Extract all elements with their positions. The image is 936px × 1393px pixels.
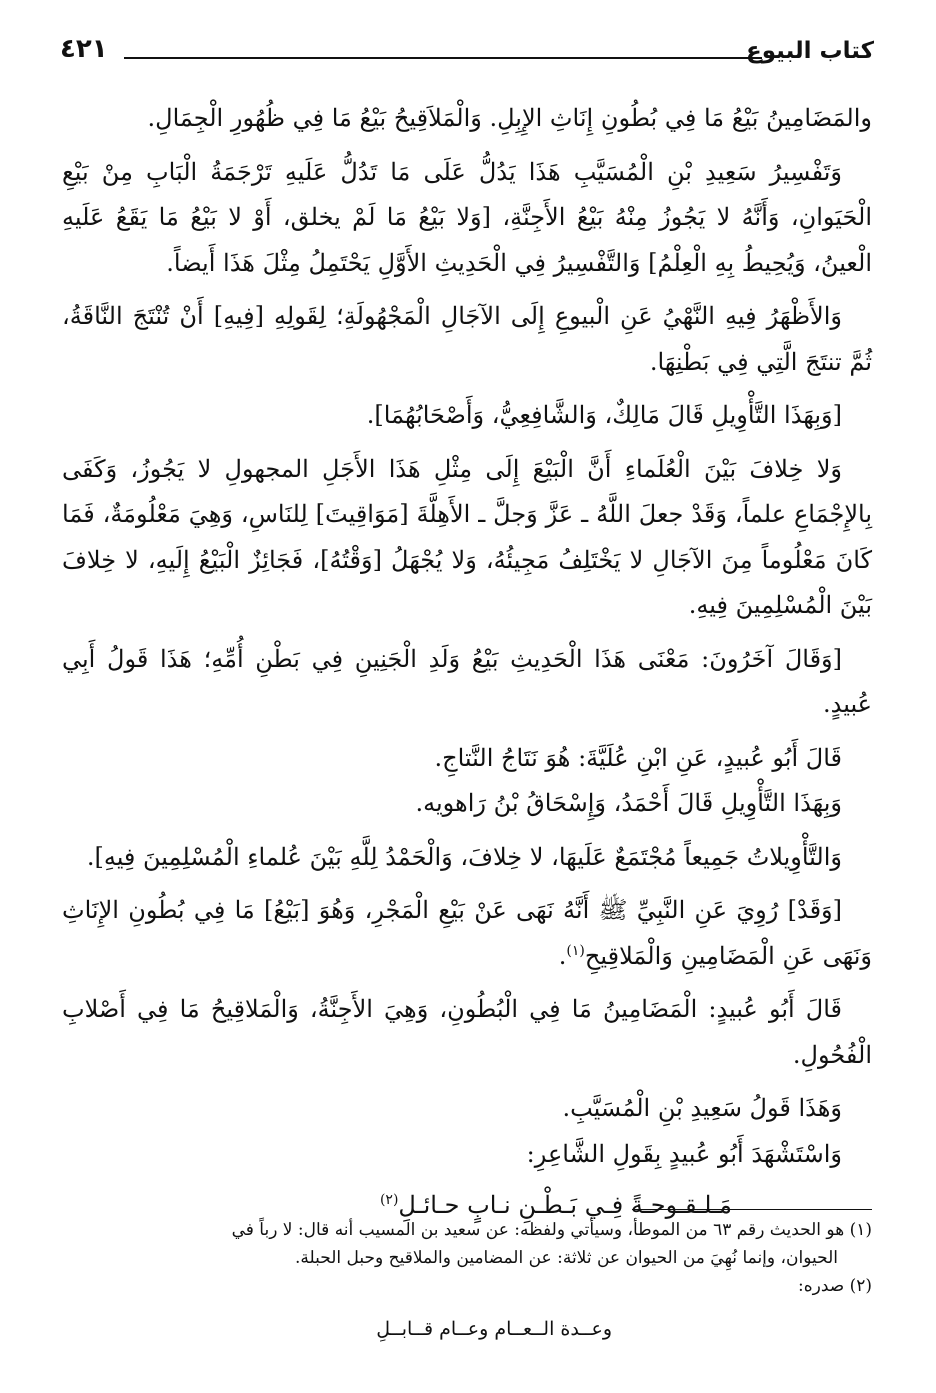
footnote-2: (٢) صدره: (797, 1276, 872, 1296)
footnote-verse: وعــدة الــعــام وعــام قــابــلِ (376, 1318, 612, 1340)
paragraph: وَلا خِلافَ بَيْنَ الْعُلَماءِ أَنَّ الْبَيْعَ إِلَى مِثْلِ هَذَا الأَجَلِ المجهولِ لا يَجُوزُ، وَكَفَى بِالإِجْمَاعِ علماً، وَقَدْ جعلَ اللَّهُ ـ عَزَّ وَجلَّ ـ الأَهِلَّةَ [مَوَاقِيتَ] لِلنَاسِ، وَهِيَ مَعْلُومَةٌ، فَمَا كَانَ مَعْلُوماً مِنَ الآجَالِ لا يَخْتَلِفُ مَجِيئُهُ، وَلا يُجْهَلُ [وَقْتُهُ]، فَجَائِزٌ الْبَيْعُ إِلَيهِ، لا خِلافَ بَيْنَ الْمُسْلِمِينَ فِيهِ. (62, 454, 872, 619)
main-text (62, 96, 872, 1219)
footnote-1: (١) هو الحديث رقم ٦٣ من الموطأ، وسيأتي ولفظه: عن سعيد بن المسيب أنه قال: لا رباً في (231, 1220, 872, 1240)
paragraph: وَتَفْسِيرُ سَعِيدِ بْنِ الْمُسَيَّبِ هَذَا يَدُلُّ عَلَى مَا تَدُلُّ عَلَيهِ تَرْجَمَةُ الْبَابِ مِنْ بَيْعِ الْحَيَوانِ، وَأَنَّهُ لا يَجُوزُ مِنْهُ بَيْعُ الأَجِنَّةِ، [وَلا بَيْعُ مَا لَمْ يخلق، أَوْ لا بَيْعُ مَا يَقَعُ عَلَيهِ الْعينُ، وَيُحِيطُ بِهِ الْعِلْمُ] وَالتَّفْسِيرُ فِي الْحَدِيثِ الأَوَّلِ يَحْتَمِلُ مِثْلَ هَذَا أَيضاً. (62, 157, 872, 277)
paragraph (62, 888, 872, 979)
paragraph: قَالَ أَبُو عُبيدٍ: الْمَضَامِينُ مَا فِي الْبُطُونِ، وَهِيَ الأَجِنَّةُ، وَالْمَلاقِيحُ مَا فِي أَصْلابِ الْفُحُولِ. (62, 995, 872, 1069)
paragraph: وَبِهَذَا التَّأْوِيلِ قَالَ أَحْمَدُ، وَإِسْحَاقُ بْنُ رَاهويه. (415, 789, 842, 817)
page-header (60, 32, 874, 72)
page-number: ٤٢١ (60, 34, 108, 64)
paragraph: وَالتَّأْوِيلاتُ جَمِيعاً مُجْتَمَعٌ عَلَيهَا، لا خِلافَ، وَالْحَمْدُ لِلَّهِ بَيْنَ عُلماءِ الْمُسْلِمِينَ فِيهِ]. (86, 842, 842, 871)
header-rule (124, 57, 762, 59)
footnotes (62, 1216, 872, 1386)
chapter-title: كتاب البيوع (746, 38, 874, 64)
paragraph: وَهَذَا قَولُ سَعِيدِ بْنِ الْمُسَيَّبِ. (562, 1094, 842, 1122)
paragraph: والمَضَامِينُ بَيْعُ مَا فِي بُطُونِ إِنَاثِ الإِبِلِ. وَالْمَلاَقِيحُ بَيْعُ مَا فِي ظُهُورِ الْجِمَالِ. (147, 104, 872, 132)
paragraph-text: [وَقَدْ] رُوِيَ عَنِ النَّبِيِّ ﷺ أَنَّهُ نَهَى عَنْ بَيْعِ الْمَجْرِ، وَهُوَ [بَيْعُ] مَا فِي بُطُونِ الإِنَاثِ وَنَهَى عَنِ الْمَضَامِينِ وَالْمَلاقِيحِ (62, 896, 872, 970)
footnote-rule (632, 1209, 872, 1210)
footnote-1-cont: الحيوان، وإنما نُهِيَ من الحيوان عن ثلاثة: عن المضامين والملاقيح وحبل الحبلة. (294, 1248, 838, 1268)
paragraph-end: . (558, 941, 567, 970)
paragraph: [وَبِهَذَا التَّأْوِيلِ قَالَ مَالِكٌ، وَالشَّافِعِيُّ، وَأَصْحَابُهُمَا]. (366, 401, 842, 429)
footnote-ref-1[interactable]: (١) (566, 942, 585, 959)
paragraph: وَالأَظْهَرُ فِيهِ النَّهْيُ عَنِ الْبيوعِ إِلَى الآجَالِ الْمَجْهُولَةِ؛ لِقَولِهِ [فِيهِ] أَنْ تُنْتَجَ النَّاقَةُ، ثُمَّ تنتَجَ الَّتِي فِي بَطْنِهَا. (62, 302, 872, 376)
footnote-ref-2[interactable]: (٢) (379, 1192, 399, 1208)
paragraph: [وَقَالَ آخَرُونَ: مَعْنَى هَذَا الْحَدِيثِ بَيْعُ وَلَدِ الْجَنِينِ فِي بَطْنِ أُمِّهِ؛ هَذَا قَولُ أَبِي عُبيدٍ. (62, 644, 872, 718)
paragraph: قَالَ أَبُو عُبيدٍ، عَنِ ابْنِ عُلَيَّةَ: هُوَ نَتَاجُ النَّتاجِ. (434, 743, 842, 772)
verse-text: مَـلـقـوحـةً فِـي بَـطْـنِ نـابٍ حـائـلِ (398, 1191, 732, 1219)
paragraph: وَاسْتَشْهَدَ أَبُو عُبيدٍ بِقَولِ الشَّاعِرِ: (526, 1139, 842, 1168)
